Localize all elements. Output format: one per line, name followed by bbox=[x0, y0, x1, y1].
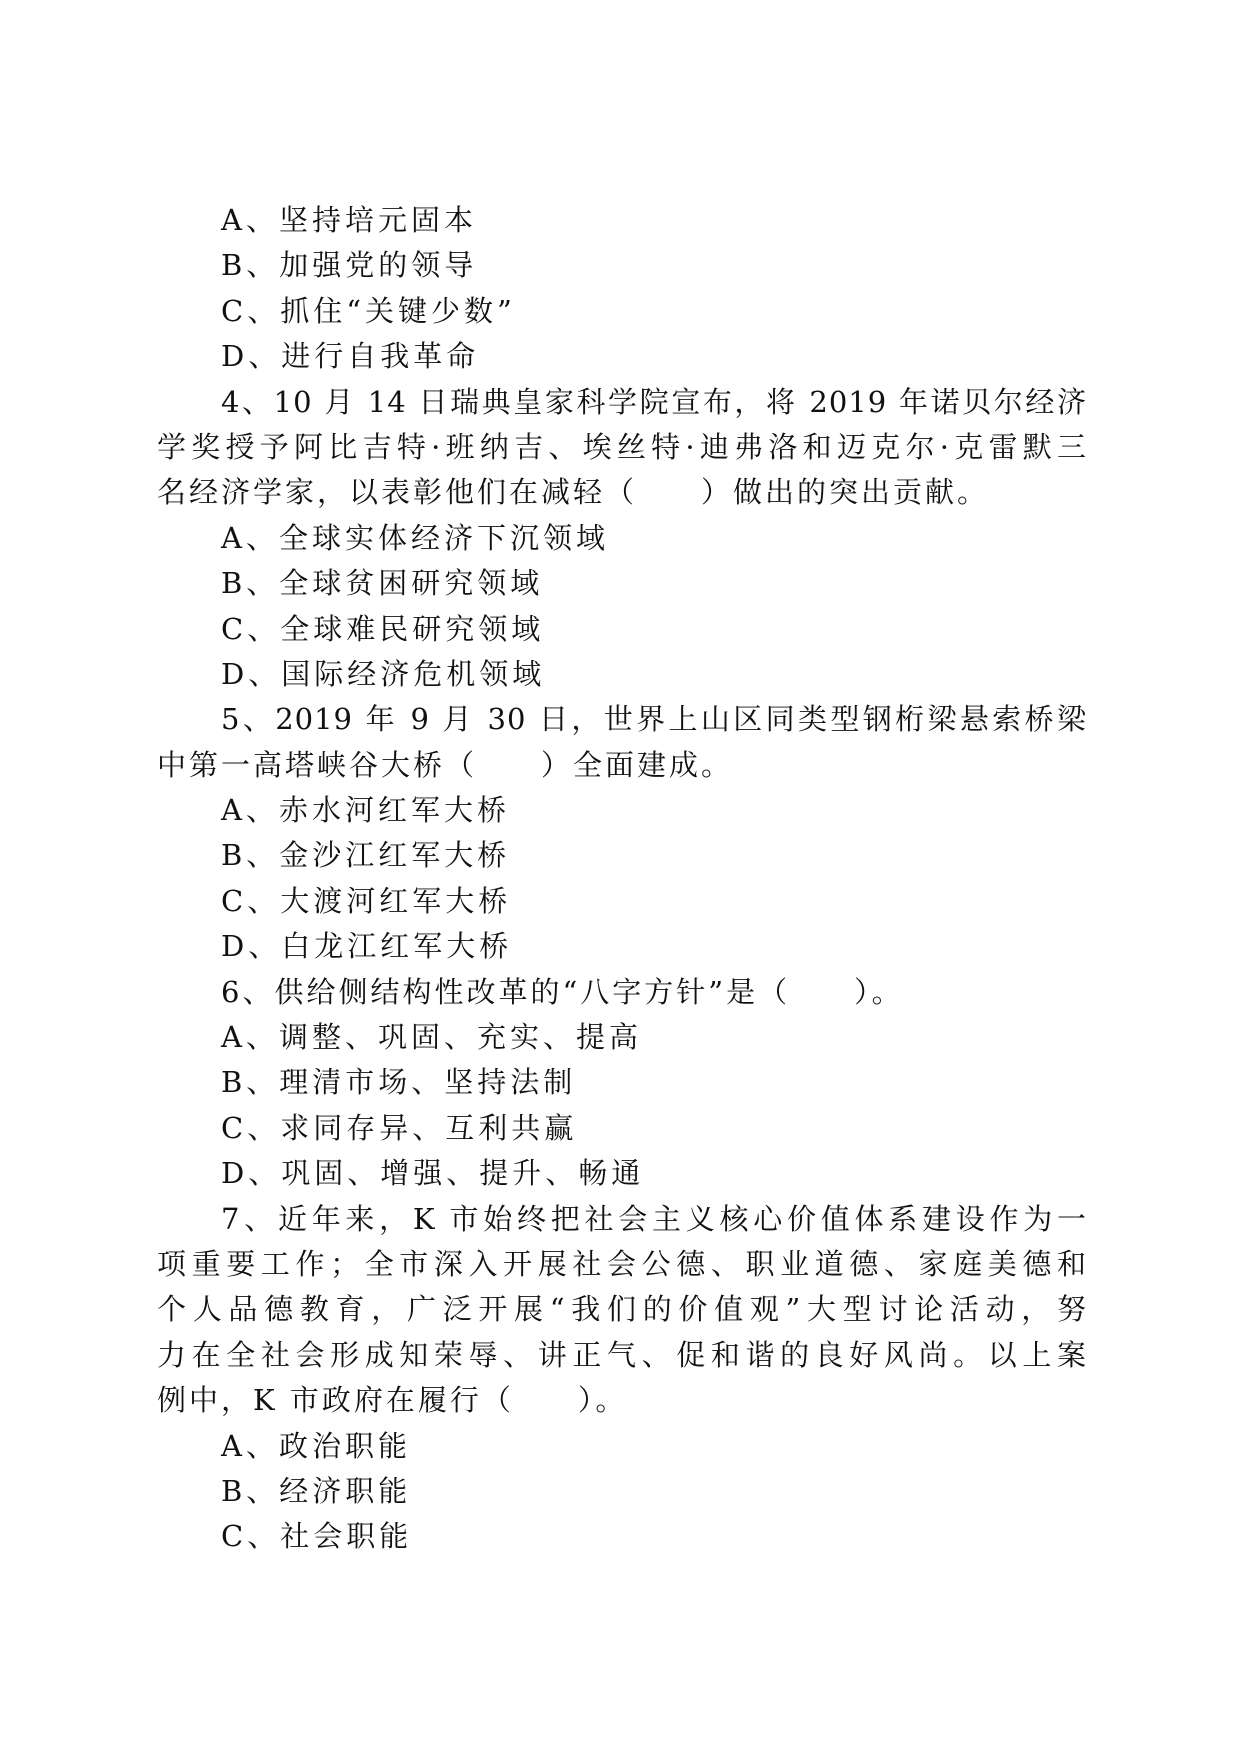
q5-option-a: A、赤水河红军大桥 bbox=[221, 793, 510, 828]
q5-stem-line-2: 中第一高塔峡谷大桥（ ）全面建成。 bbox=[157, 747, 734, 782]
q4-stem-line-1: 4、10 月 14 日瑞典皇家科学院宣布，将 2019 年诺贝尔经济 bbox=[221, 384, 1087, 419]
q7-stem-line-3: 个人品德教育，广泛开展“我们的价值观”大型讨论活动，努 bbox=[157, 1292, 1087, 1327]
q5-option-b: B、金沙江红军大桥 bbox=[221, 838, 511, 873]
q7-stem-line-1: 7、近年来，K 市始终把社会主义核心价值体系建设作为一 bbox=[221, 1201, 1087, 1236]
q3-option-d: D、进行自我革命 bbox=[221, 339, 480, 374]
q5-option-d: D、白龙江红军大桥 bbox=[221, 929, 513, 964]
q4-stem-line-2: 学奖授予阿比吉特·班纳吉、埃丝特·迪弗洛和迈克尔·克雷默三 bbox=[157, 429, 1087, 464]
q7-stem-line-2: 项重要工作；全市深入开展社会公德、职业道德、家庭美德和 bbox=[157, 1246, 1087, 1281]
q4-stem-line-3: 名经济学家，以表彰他们在减轻（ ）做出的突出贡献。 bbox=[157, 475, 990, 510]
q6-option-c: C、求同存异、互利共赢 bbox=[221, 1110, 578, 1145]
q7-option-b: B、经济职能 bbox=[221, 1473, 412, 1508]
q3-option-a: A、坚持培元固本 bbox=[221, 203, 477, 237]
q5-option-c: C、大渡河红军大桥 bbox=[221, 883, 512, 918]
q7-option-c: C、社会职能 bbox=[221, 1519, 413, 1554]
q4-option-c: C、全球难民研究领域 bbox=[221, 611, 545, 646]
q7-stem-line-4: 力在全社会形成知荣辱、讲正气、促和谐的良好风尚。以上案 bbox=[157, 1337, 1087, 1372]
q4-option-d: D、国际经济危机领域 bbox=[221, 656, 546, 691]
q4-option-a: A、全球实体经济下沉领域 bbox=[221, 520, 609, 555]
q6-option-b: B、理清市场、坚持法制 bbox=[221, 1065, 577, 1100]
q6-option-a: A、调整、巩固、充实、提高 bbox=[221, 1020, 642, 1055]
q6-option-d: D、巩固、增强、提升、畅通 bbox=[221, 1156, 645, 1191]
q6-stem-line-1: 6、供给侧结构性改革的“八字方针”是（ ）。 bbox=[221, 974, 904, 1009]
q4-option-b: B、全球贫困研究领域 bbox=[221, 566, 544, 601]
q3-option-c: C、抓住“关键少数” bbox=[221, 293, 516, 328]
q7-stem-line-5: 例中，K 市政府在履行（ ）。 bbox=[157, 1383, 628, 1418]
q3-option-b: B、加强党的领导 bbox=[221, 248, 478, 283]
q5-stem-line-1: 5、2019 年 9 月 30 日，世界上山区同类型钢桁梁悬索桥梁 bbox=[221, 702, 1087, 737]
q7-option-a: A、政治职能 bbox=[221, 1428, 411, 1463]
exam-document-body bbox=[157, 198, 1087, 1560]
